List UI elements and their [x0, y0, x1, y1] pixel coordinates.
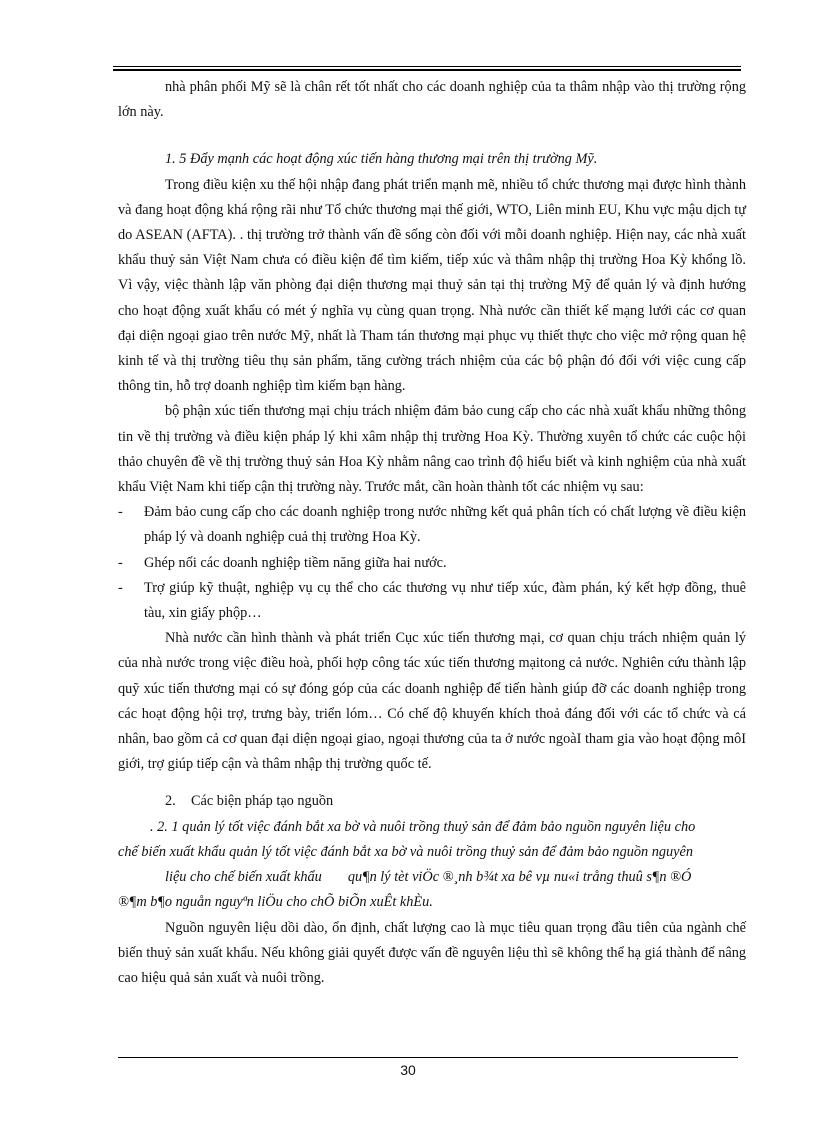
- subsection-line: . 2. 1 quản lý tốt việc đánh bắt xa bờ và nuôi trồng thuỷ sản để đảm bảo nguồn nguyên liệu cho: [150, 818, 696, 835]
- header-rule-thin: [113, 66, 741, 67]
- subsection-heading-2-1: [118, 815, 746, 916]
- bullet-item: [118, 500, 746, 550]
- header-rule-thick: [113, 69, 741, 71]
- paragraph-continuation: nhà phân phối Mỹ sẽ là chân rết tốt nhất cho các doanh nghiệp của ta thâm nhập vào thị trường rộng lớn này.: [118, 79, 746, 121]
- bullet-dash: -: [118, 579, 123, 596]
- subsection-line: [118, 865, 746, 890]
- bullet-text: Ghép nối các doanh nghiệp tiềm năng giữa hai nước.: [144, 554, 447, 571]
- paragraph-trade-promotion: Trong điều kiện xu thế hội nhập đang phát triển mạnh mẽ, nhiều tổ chức thương mại được hình thành và đang hoạt động khá rộng rãi như Tổ chức thương mại thế giới, WTO, Liên minh EU, Khu vực mậu dịch tự do ASEAN (AFTA). . thị trường trở thành vấn đề sống còn đối với mỗi doanh nghiệp. Hiện nay, các nhà xuất khẩu thuỷ sản Việt Nam chưa có điều kiện để tìm kiếm, tiếp xúc và thâm nhập thị trường Hoa Kỳ khổng lồ. Vì vậy, việc thành lập văn phòng đại diện thương mại thuỷ sản tại thị trường Mỹ để quản lý và định hướng cho hoạt động xuất khẩu có mét ý nghĩa vụ cùng quan trọng. Nhà nước cần thiết kế mạng lưới các cơ quan đại diện ngoại giao trên nước Mỹ, nhất là Tham tán thương mại phục vụ thiết thực cho việc mở rộng quan hệ kinh tế và thị trường tiêu thụ sản phẩm, tăng cường trách nhiệm của các bộ phận đó đối với việc cung cấp thông tin, hỗ trợ doanh nghiệp tìm kiếm bạn hàng.: [118, 176, 746, 395]
- subsection-line-text: liệu cho chế biến xuất khẩu: [165, 869, 322, 886]
- bullet-dash: -: [118, 554, 123, 571]
- bullet-text: Trợ giúp kỹ thuật, nghiệp vụ cụ thể cho các thương vụ như tiếp xúc, đàm phán, ký kết hợp đồng, thuê tàu, xin giấy phộp…: [144, 579, 746, 622]
- paragraph-trade-department: bộ phận xúc tiến thương mại chịu trách nhiệm đảm bảo cung cấp cho các nhà xuất khẩu những thông tin về thị trường và điều kiện pháp lý khi xâm nhập thị trường Hoa Kỳ. Thường xuyên tổ chức các cuộc hội thảo chuyên đề về thị trường thuỷ sản Hoa Kỳ nhằm nâng cao trình độ hiểu biết và kinh nghiệm của nhà xuất khẩu Việt Nam khi tiếp cận thị trường này. Trước mắt, cần hoàn thành tốt các nhiệm vụ sau:: [118, 403, 746, 496]
- page-number: 30: [400, 1062, 416, 1078]
- section-heading-1-5: 1. 5 Đẩy mạnh các hoạt động xúc tiến hàng thương mại trên thị trường Mỹ.: [165, 151, 598, 168]
- footer-rule: [118, 1057, 738, 1058]
- subsection-garbled-text: qu¶n lý tèt viÖc ®¸nh b¾t xa bê vµ nu«i trång thuû s¶n ®Ó: [347, 869, 692, 886]
- section-title: Các biện pháp tạo nguồn: [191, 793, 334, 810]
- subsection-line: ®¶m b¶o nguån nguyªn liÖu cho chÕ biÕn xuÊt khÈu.: [118, 894, 433, 911]
- bullet-item: [118, 576, 746, 626]
- bullet-dash: -: [118, 504, 123, 521]
- document-body: [118, 75, 746, 991]
- paragraph-state-role: Nhà nước cần hình thành và phát triển Cục xúc tiến thương mại, cơ quan chịu trách nhiệm quản lý của nhà nước trong việc điều hoà, phối hợp công tác xúc tiến thương mạitong cả nước. Nghiên cứu thành lập quỹ xúc tiến thương mại có sự đóng góp của các doanh nghiệp để tiến hành giúp đỡ các doanh nghiệp trong các hoạt động hội trợ, trưng bày, triển lóm… Có chế độ khuyến khích thoả đáng đối với các tổ chức và cá nhân, bao gồm cả cơ quan đại diện ngoại giao, ngoại thương của ta ở nước ngoàI tham gia vào hoạt động môI giới, trợ giúp tiếp cận và thâm nhập thị trường quốc tế.: [118, 630, 746, 773]
- subsection-line: chế biến xuất khẩu quản lý tốt việc đánh bắt xa bờ và nuôi trồng thuỷ sản để đảm bảo nguồn nguyên: [118, 843, 694, 860]
- paragraph-raw-materials: Nguồn nguyên liệu dồi dào, ổn định, chất lượng cao là mục tiêu quan trọng đầu tiên của ngành chế biến thuỷ sản xuất khẩu. Nếu không giải quyết được vấn đề nguyên liệu thì sẽ không thể hạ giá thành để nâng cao hiệu quả sản xuất và nuôi trồng.: [118, 919, 746, 986]
- bullet-item: [118, 551, 746, 576]
- section-number: 2.: [165, 793, 176, 810]
- section-heading-2: [118, 789, 746, 814]
- bullet-text: Đảm bảo cung cấp cho các doanh nghiệp trong nước những kết quả phân tích có chất lượng về điều kiện pháp lý và doanh nghiệp cuả thị trường Hoa Kỳ.: [144, 504, 746, 546]
